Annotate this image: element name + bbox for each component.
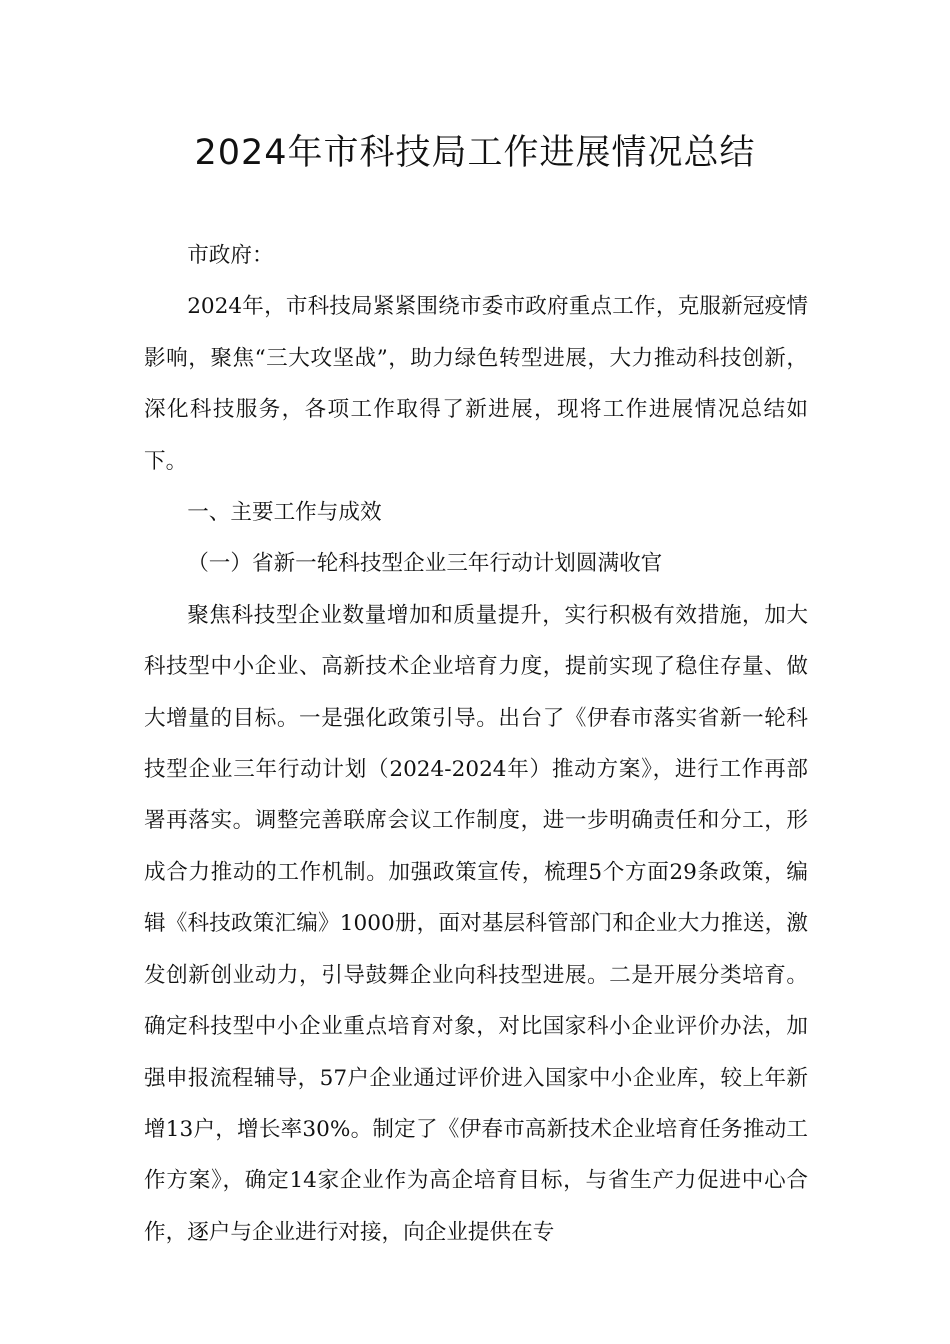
salutation: 市政府： — [187, 243, 274, 268]
document-body — [144, 230, 808, 1258]
body-paragraph: 聚焦科技型企业数量增加和质量提升，实行积极有效措施，加大科技型中小企业、高新技术企业培育力度，提前实现了稳住存量、做大增量的目标。一是强化政策引导。出台了《伊春市落实省新一轮科技型企业三年行动计划（2024-2024年）推动方案》，进行工作再部署再落实。调整完善联席会议工作制度，进一步明确责任和分工，形成合力推动的工作机制。加强政策宣传，梳理5个方面29条政策，编辑《科技政策汇编》1000册，面对基层科管部门和企业大力推送，激发创新创业动力，引导鼓舞企业向科技型进展。二是开展分类培育。确定科技型中小企业重点培育对象，对比国家科小企业评价办法，加强申报流程辅导，57户企业通过评价进入国家中小企业库，较上年新增13户，增长率30%。制定了《伊春市高新技术企业培育任务推动工作方案》，确定14家企业作为高企培育目标，与省生产力促进中心合作，逐户与企业进行对接，向企业提供在专 — [144, 602, 808, 1245]
subsection-heading: （一）省新一轮科技型企业三年行动计划圆满收官 — [187, 551, 663, 577]
intro-paragraph: 2024年，市科技局紧紧围绕市委市政府重点工作，克服新冠疫情影响，聚焦“三大攻坚战”，助力绿色转型进展，大力推动科技创新，深化科技服务，各项工作取得了新进展，现将工作进展情况总结如下。 — [144, 294, 808, 474]
section-heading: 一、主要工作与成效 — [187, 500, 382, 526]
document-title: 2024年市科技局工作进展情况总结 — [194, 133, 756, 173]
